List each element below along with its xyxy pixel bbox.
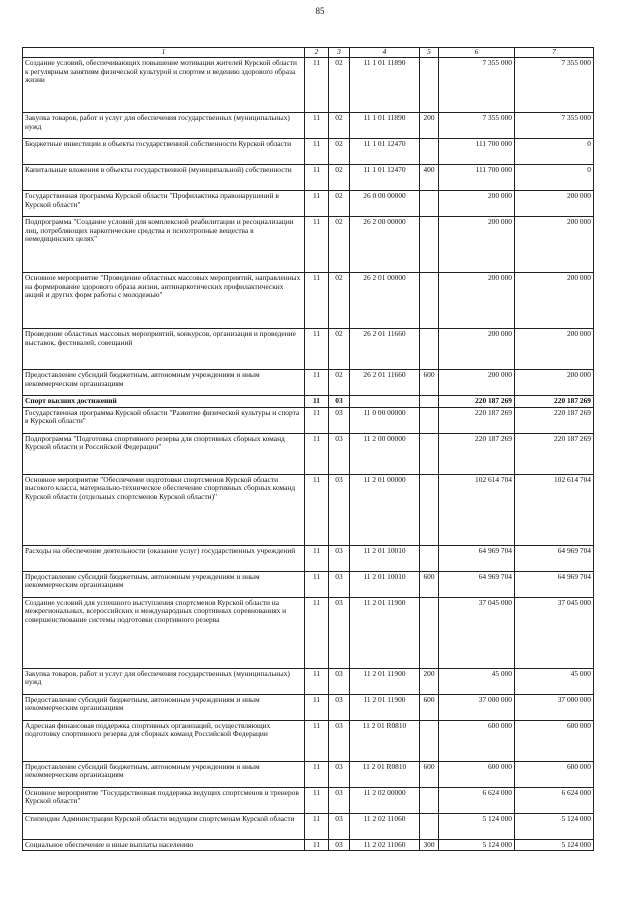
table-row [23, 668, 594, 694]
amount-year-1: 45 000 [439, 668, 515, 694]
expense-type-code [420, 217, 439, 273]
amount-year-1: 111 700 000 [439, 139, 515, 165]
section-code: 11 [305, 396, 329, 408]
target-article-code: 11 1 01 12470 [350, 139, 420, 165]
column-header: 3 [329, 48, 350, 58]
amount-year-2: 5 124 000 [515, 839, 594, 851]
target-article-code [350, 396, 420, 408]
amount-year-2: 200 000 [515, 370, 594, 396]
column-header: 6 [439, 48, 515, 58]
row-description: Закупка товаров, работ и услуг для обеспечения государственных (муниципальных) нужд [23, 668, 305, 694]
expense-type-code [420, 273, 439, 329]
amount-year-1: 600 000 [439, 720, 515, 761]
target-article-code: 11 2 02 11060 [350, 813, 420, 839]
subsection-code: 03 [329, 433, 350, 474]
row-description: Основное мероприятие "Проведение областных массовых мероприятий, направленных на формирование здорового образа жизни, антинаркотических профилактических акций и других форм работы с молодежью" [23, 273, 305, 329]
target-article-code: 11 1 01 11890 [350, 113, 420, 139]
row-description: Подпрограмма "Создание условий для комплексной реабилитации и ресоциализации лиц, потребляющих наркотические средства и психотропные вещества в немедицинских целях" [23, 217, 305, 273]
table-row [23, 329, 594, 370]
row-description: Закупка товаров, работ и услуг для обеспечения государственных (муниципальных) нужд [23, 113, 305, 139]
amount-year-1: 111 700 000 [439, 165, 515, 191]
target-article-code: 11 1 01 12470 [350, 165, 420, 191]
expense-type-code [420, 720, 439, 761]
amount-year-2: 220 187 269 [515, 407, 594, 433]
subsection-code: 03 [329, 787, 350, 813]
column-header: 7 [515, 48, 594, 58]
expense-type-code [420, 139, 439, 165]
table-row [23, 370, 594, 396]
amount-year-1: 200 000 [439, 191, 515, 217]
table-row [23, 571, 594, 597]
table-row [23, 474, 594, 545]
table-row [23, 761, 594, 787]
amount-year-2: 200 000 [515, 217, 594, 273]
amount-year-1: 5 124 000 [439, 813, 515, 839]
subsection-code: 02 [329, 191, 350, 217]
section-code: 11 [305, 58, 329, 113]
subsection-code: 03 [329, 761, 350, 787]
row-description: Государственная программа Курской области "Развитие физической культуры и спорта в Курской области" [23, 407, 305, 433]
section-code: 11 [305, 273, 329, 329]
amount-year-2: 200 000 [515, 273, 594, 329]
expense-type-code [420, 474, 439, 545]
row-description: Предоставление субсидий бюджетным, автономным учреждениям и иным некоммерческим организациям [23, 370, 305, 396]
target-article-code: 11 2 01 R0810 [350, 761, 420, 787]
amount-year-1: 200 000 [439, 370, 515, 396]
expense-type-code: 600 [420, 370, 439, 396]
target-article-code: 11 2 01 10010 [350, 545, 420, 571]
section-code: 11 [305, 571, 329, 597]
page-number: 85 [315, 6, 325, 16]
amount-year-1: 200 000 [439, 273, 515, 329]
amount-year-1: 37 045 000 [439, 597, 515, 668]
subsection-code: 03 [329, 668, 350, 694]
expense-type-code: 600 [420, 694, 439, 720]
target-article-code: 26 2 00 00000 [350, 217, 420, 273]
section-code: 11 [305, 474, 329, 545]
row-description: Предоставление субсидий бюджетным, автономным учреждениям и иным некоммерческим организациям [23, 761, 305, 787]
target-article-code: 11 2 00 00000 [350, 433, 420, 474]
table-row [23, 396, 594, 408]
section-code: 11 [305, 191, 329, 217]
expense-type-code [420, 407, 439, 433]
row-description: Создание условий, обеспечивающих повышение мотивации жителей Курской области к регулярным занятиям физической культурой и спортом и ведению здорового образа жизни [23, 58, 305, 113]
column-header: 2 [305, 48, 329, 58]
expense-type-code [420, 329, 439, 370]
row-description: Основное мероприятие "Государственная поддержка ведущих спортсменов и тренеров Курской области" [23, 787, 305, 813]
expense-type-code: 600 [420, 761, 439, 787]
subsection-code: 02 [329, 273, 350, 329]
subsection-code: 02 [329, 165, 350, 191]
target-article-code: 11 2 01 11900 [350, 694, 420, 720]
target-article-code: 11 2 01 11900 [350, 597, 420, 668]
row-description: Спорт высших достижений [23, 396, 305, 408]
target-article-code: 11 0 00 00000 [350, 407, 420, 433]
amount-year-2: 6 624 000 [515, 787, 594, 813]
subsection-code: 02 [329, 139, 350, 165]
expense-type-code [420, 191, 439, 217]
column-header: 4 [350, 48, 420, 58]
amount-year-1: 7 355 000 [439, 58, 515, 113]
amount-year-2: 64 969 704 [515, 571, 594, 597]
target-article-code: 11 2 01 11900 [350, 668, 420, 694]
subsection-code: 03 [329, 597, 350, 668]
amount-year-2: 37 045 000 [515, 597, 594, 668]
section-code: 11 [305, 433, 329, 474]
row-description: Стипендии Администрации Курской области ведущим спортсменам Курской области [23, 813, 305, 839]
subsection-code: 02 [329, 329, 350, 370]
subsection-code: 03 [329, 545, 350, 571]
amount-year-1: 64 969 704 [439, 571, 515, 597]
table-row [23, 694, 594, 720]
amount-year-1: 220 187 269 [439, 433, 515, 474]
target-article-code: 11 2 02 00000 [350, 787, 420, 813]
amount-year-1: 7 355 000 [439, 113, 515, 139]
row-description: Адресная финансовая поддержка спортивных организаций, осуществляющих подготовку спортивного резерва для сборных команд Российской Федерации [23, 720, 305, 761]
amount-year-1: 220 187 269 [439, 407, 515, 433]
section-code: 11 [305, 839, 329, 851]
amount-year-1: 6 624 000 [439, 787, 515, 813]
amount-year-1: 102 614 704 [439, 474, 515, 545]
amount-year-1: 5 124 000 [439, 839, 515, 851]
section-code: 11 [305, 668, 329, 694]
table-row [23, 787, 594, 813]
row-description: Проведение областных массовых мероприятий, конкурсов, организация и проведение выставок, фестивалей, совещаний [23, 329, 305, 370]
target-article-code: 11 2 01 10010 [350, 571, 420, 597]
expense-type-code: 400 [420, 165, 439, 191]
table-body [23, 58, 594, 851]
table-row [23, 597, 594, 668]
subsection-code: 03 [329, 571, 350, 597]
expense-type-code [420, 545, 439, 571]
table-row [23, 433, 594, 474]
subsection-code: 02 [329, 113, 350, 139]
subsection-code: 03 [329, 694, 350, 720]
amount-year-2: 200 000 [515, 329, 594, 370]
subsection-code: 02 [329, 370, 350, 396]
row-description: Подпрограмма "Подготовка спортивного резерва для спортивных сборных команд Курской области и Российской Федерации" [23, 433, 305, 474]
table-row [23, 191, 594, 217]
amount-year-2: 7 355 000 [515, 113, 594, 139]
expense-type-code [420, 597, 439, 668]
amount-year-1: 37 000 000 [439, 694, 515, 720]
subsection-code: 03 [329, 839, 350, 851]
section-code: 11 [305, 165, 329, 191]
amount-year-2: 0 [515, 165, 594, 191]
amount-year-2: 600 000 [515, 761, 594, 787]
amount-year-2: 220 187 269 [515, 433, 594, 474]
column-header: 5 [420, 48, 439, 58]
expense-type-code [420, 58, 439, 113]
table-row [23, 813, 594, 839]
header-row [23, 48, 594, 58]
amount-year-2: 200 000 [515, 191, 594, 217]
table-row [23, 720, 594, 761]
target-article-code: 11 2 01 R0810 [350, 720, 420, 761]
amount-year-1: 64 969 704 [439, 545, 515, 571]
amount-year-2: 37 000 000 [515, 694, 594, 720]
target-article-code: 26 2 01 11660 [350, 370, 420, 396]
amount-year-1: 200 000 [439, 217, 515, 273]
expense-type-code [420, 813, 439, 839]
table-row [23, 407, 594, 433]
row-description: Создание условий для успешного выступления спортсменов Курской области на межрегиональных, всероссийских и международных спортивных соревнованиях и совершенствование системы подготовки спортивного резерва [23, 597, 305, 668]
row-description: Предоставление субсидий бюджетным, автономным учреждениям и иным некоммерческим организациям [23, 694, 305, 720]
subsection-code: 03 [329, 720, 350, 761]
section-code: 11 [305, 139, 329, 165]
section-code: 11 [305, 370, 329, 396]
amount-year-2: 45 000 [515, 668, 594, 694]
expense-type-code: 200 [420, 668, 439, 694]
amount-year-2: 64 969 704 [515, 545, 594, 571]
amount-year-1: 600 000 [439, 761, 515, 787]
subsection-code: 03 [329, 813, 350, 839]
row-description: Расходы на обеспечение деятельности (оказание услуг) государственных учреждений [23, 545, 305, 571]
section-code: 11 [305, 694, 329, 720]
expense-type-code [420, 396, 439, 408]
row-description: Государственная программа Курской области "Профилактика правонарушений в Курской области" [23, 191, 305, 217]
subsection-code: 03 [329, 407, 350, 433]
target-article-code: 11 1 01 11890 [350, 58, 420, 113]
subsection-code: 02 [329, 217, 350, 273]
amount-year-2: 600 000 [515, 720, 594, 761]
target-article-code: 26 0 00 00000 [350, 191, 420, 217]
section-code: 11 [305, 597, 329, 668]
amount-year-2: 102 614 704 [515, 474, 594, 545]
target-article-code: 11 2 02 11060 [350, 839, 420, 851]
row-description: Капитальные вложения в объекты государственной (муниципальной) собственности [23, 165, 305, 191]
table-row [23, 113, 594, 139]
row-description: Предоставление субсидий бюджетным, автономным учреждениям и иным некоммерческим организациям [23, 571, 305, 597]
table-row [23, 545, 594, 571]
table-row [23, 217, 594, 273]
amount-year-2: 5 124 000 [515, 813, 594, 839]
subsection-code: 03 [329, 474, 350, 545]
column-header: 1 [23, 48, 305, 58]
target-article-code: 11 2 01 00000 [350, 474, 420, 545]
table-row [23, 58, 594, 113]
table-row [23, 165, 594, 191]
amount-year-2: 220 187 269 [515, 396, 594, 408]
row-description: Социальное обеспечение и иные выплаты населению [23, 839, 305, 851]
table-row [23, 839, 594, 851]
amount-year-1: 220 187 269 [439, 396, 515, 408]
section-code: 11 [305, 329, 329, 370]
target-article-code: 26 2 01 11660 [350, 329, 420, 370]
expense-type-code [420, 433, 439, 474]
expense-type-code: 200 [420, 113, 439, 139]
section-code: 11 [305, 113, 329, 139]
section-code: 11 [305, 787, 329, 813]
table-row [23, 139, 594, 165]
section-code: 11 [305, 761, 329, 787]
subsection-code: 02 [329, 58, 350, 113]
row-description: Бюджетные инвестиции в объекты государственной собственности Курской области [23, 139, 305, 165]
section-code: 11 [305, 217, 329, 273]
table-row [23, 273, 594, 329]
section-code: 11 [305, 720, 329, 761]
budget-table [22, 47, 594, 851]
row-description: Основное мероприятие "Обеспечение подготовки спортсменов Курской области высокого класса, материально-техническое обеспечение спортивных сборных команд Курской области (отдельных спортсменов Курской области)" [23, 474, 305, 545]
expense-type-code: 300 [420, 839, 439, 851]
expense-type-code [420, 787, 439, 813]
amount-year-2: 7 355 000 [515, 58, 594, 113]
section-code: 11 [305, 407, 329, 433]
section-code: 11 [305, 813, 329, 839]
amount-year-2: 0 [515, 139, 594, 165]
subsection-code: 03 [329, 396, 350, 408]
amount-year-1: 200 000 [439, 329, 515, 370]
target-article-code: 26 2 01 00000 [350, 273, 420, 329]
expense-type-code: 600 [420, 571, 439, 597]
section-code: 11 [305, 545, 329, 571]
